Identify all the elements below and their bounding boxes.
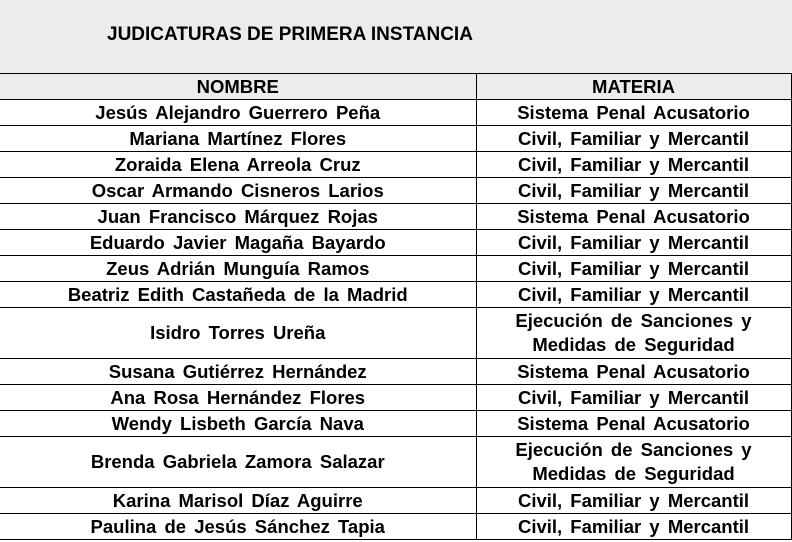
table-header-row: [0, 74, 791, 100]
table-row: [0, 178, 791, 204]
cell-materia: Sistema Penal Acusatorio: [476, 100, 791, 126]
cell-nombre: Zeus Adrián Munguía Ramos: [0, 256, 476, 282]
cell-materia: Sistema Penal Acusatorio: [476, 204, 791, 230]
cell-nombre: Paulina de Jesús Sánchez Tapia: [0, 514, 476, 540]
cell-nombre: Mariana Martínez Flores: [0, 126, 476, 152]
table-row: [0, 359, 791, 385]
table-row: [0, 152, 791, 178]
table-row: [0, 308, 791, 359]
table-row: [0, 230, 791, 256]
cell-nombre: Eduardo Javier Magaña Bayardo: [0, 230, 476, 256]
cell-materia: Civil, Familiar y Mercantil: [476, 514, 791, 540]
column-header-materia: MATERIA: [476, 74, 791, 100]
cell-materia: Civil, Familiar y Mercantil: [476, 256, 791, 282]
cell-materia: Civil, Familiar y Mercantil: [476, 152, 791, 178]
cell-materia: Civil, Familiar y Mercantil: [476, 385, 791, 411]
cell-materia: Civil, Familiar y Mercantil: [476, 230, 791, 256]
cell-materia: Ejecución de Sanciones y Medidas de Seguridad: [476, 308, 791, 359]
cell-nombre: Brenda Gabriela Zamora Salazar: [0, 437, 476, 488]
judges-table: [0, 74, 792, 540]
table-row: [0, 411, 791, 437]
table-row: [0, 514, 791, 540]
table-row: [0, 126, 791, 152]
cell-materia: Civil, Familiar y Mercantil: [476, 488, 791, 514]
table-row: [0, 204, 791, 230]
table-row: [0, 385, 791, 411]
table-row: [0, 437, 791, 488]
cell-materia: Sistema Penal Acusatorio: [476, 411, 791, 437]
cell-nombre: Isidro Torres Ureña: [0, 308, 476, 359]
table-body: [0, 100, 791, 540]
cell-nombre: Zoraida Elena Arreola Cruz: [0, 152, 476, 178]
cell-materia: Civil, Familiar y Mercantil: [476, 126, 791, 152]
table-row: [0, 256, 791, 282]
cell-materia: Sistema Penal Acusatorio: [476, 359, 791, 385]
cell-nombre: Oscar Armando Cisneros Larios: [0, 178, 476, 204]
table-row: [0, 282, 791, 308]
cell-nombre: Jesús Alejandro Guerrero Peña: [0, 100, 476, 126]
table-row: [0, 100, 791, 126]
cell-nombre: Ana Rosa Hernández Flores: [0, 385, 476, 411]
document-title: JUDICATURAS DE PRIMERA INSTANCIA: [107, 24, 473, 45]
cell-materia: Civil, Familiar y Mercantil: [476, 282, 791, 308]
cell-nombre: Susana Gutiérrez Hernández: [0, 359, 476, 385]
cell-nombre: Karina Marisol Díaz Aguirre: [0, 488, 476, 514]
cell-nombre: Wendy Lisbeth García Nava: [0, 411, 476, 437]
cell-nombre: Beatriz Edith Castañeda de la Madrid: [0, 282, 476, 308]
title-band: [0, 0, 792, 74]
cell-nombre: Juan Francisco Márquez Rojas: [0, 204, 476, 230]
cell-materia: Civil, Familiar y Mercantil: [476, 178, 791, 204]
column-header-nombre: NOMBRE: [0, 74, 476, 100]
cell-materia: Ejecución de Sanciones y Medidas de Seguridad: [476, 437, 791, 488]
table-row: [0, 488, 791, 514]
